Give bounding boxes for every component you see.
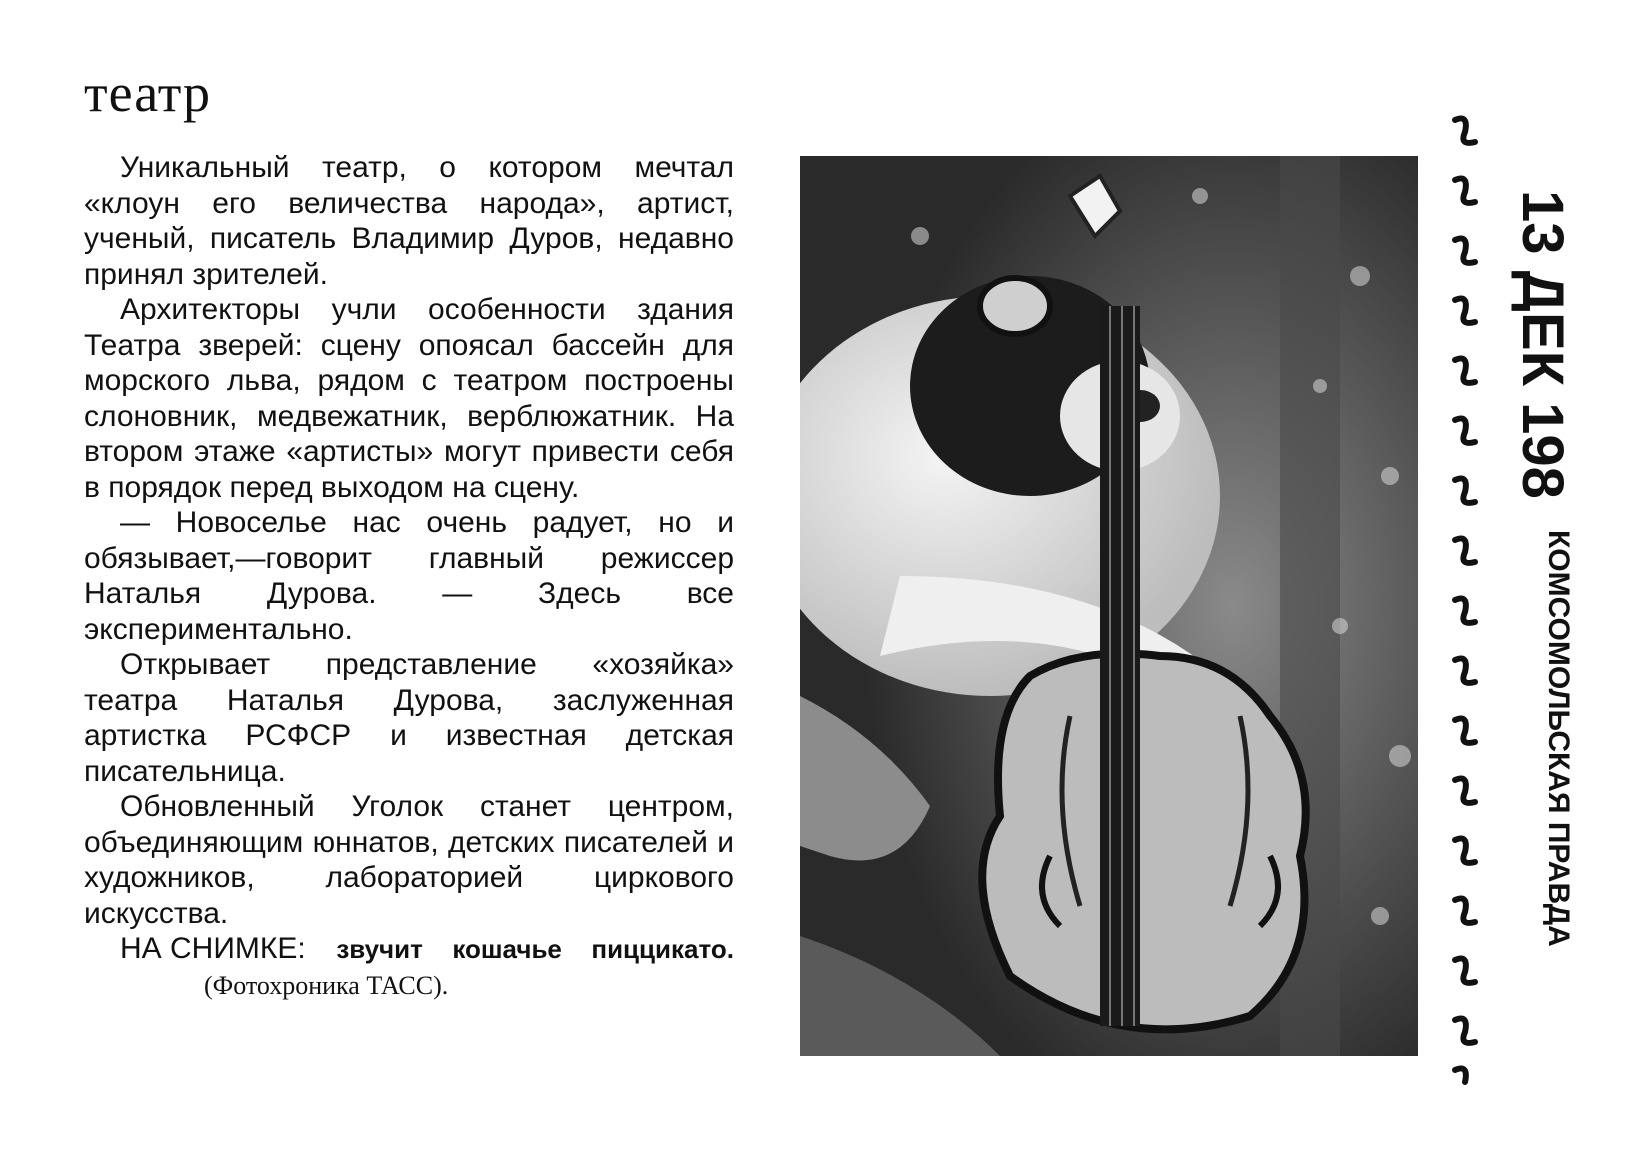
- stamp-date: 13 ДЕК 198: [1510, 190, 1575, 499]
- article-body: [84, 150, 734, 1004]
- caption-text: звучит кошачье пиццикато.: [336, 934, 734, 964]
- article-paragraph-4: Открывает представление «хозяйка» театра Наталья Дурова, заслуженная артистка РСФСР и известная детская писательница.: [84, 648, 734, 788]
- photo-illustration: [800, 156, 1418, 1056]
- article-paragraph-3: — Новоселье нас очень радует, но и обязывает,—говорит главный режиссер Наталья Дурова. — Здесь все экспериментально.: [84, 506, 734, 646]
- stamp-graphic: [1445, 110, 1580, 1100]
- article-paragraph-5: Обновленный Уголок станет центром, объединяющим юннатов, детских писателей и художников, лабораторией циркового искусства.: [84, 790, 734, 930]
- caption-credit: (Фотохроника ТАСС).: [204, 971, 449, 1000]
- article-paragraph-1: Уникальный театр, о котором мечтал «клоун его величества народа», артист, ученый, писатель Владимир Дуров, недавно принял зрителей.: [84, 151, 734, 291]
- stamp-publication: КОМСОМОЛЬСКАЯ ПРАВДА: [1542, 530, 1575, 947]
- caption-lead: НА СНИМКЕ:: [120, 932, 306, 965]
- cat-with-violin-photo: [800, 156, 1418, 1056]
- photo-caption: [84, 931, 734, 1004]
- library-stamp: [1445, 110, 1580, 1100]
- article-paragraph-2: Архитекторы учли особенности здания Театра зверей: сцену опоясал бассейн для морского льва, рядом с театром построены слоновник, медвежатник, верблюжатник. На втором этаже «артисты» могут привести себя в порядок перед выходом на сцену.: [84, 293, 734, 504]
- headline: театр: [84, 63, 212, 123]
